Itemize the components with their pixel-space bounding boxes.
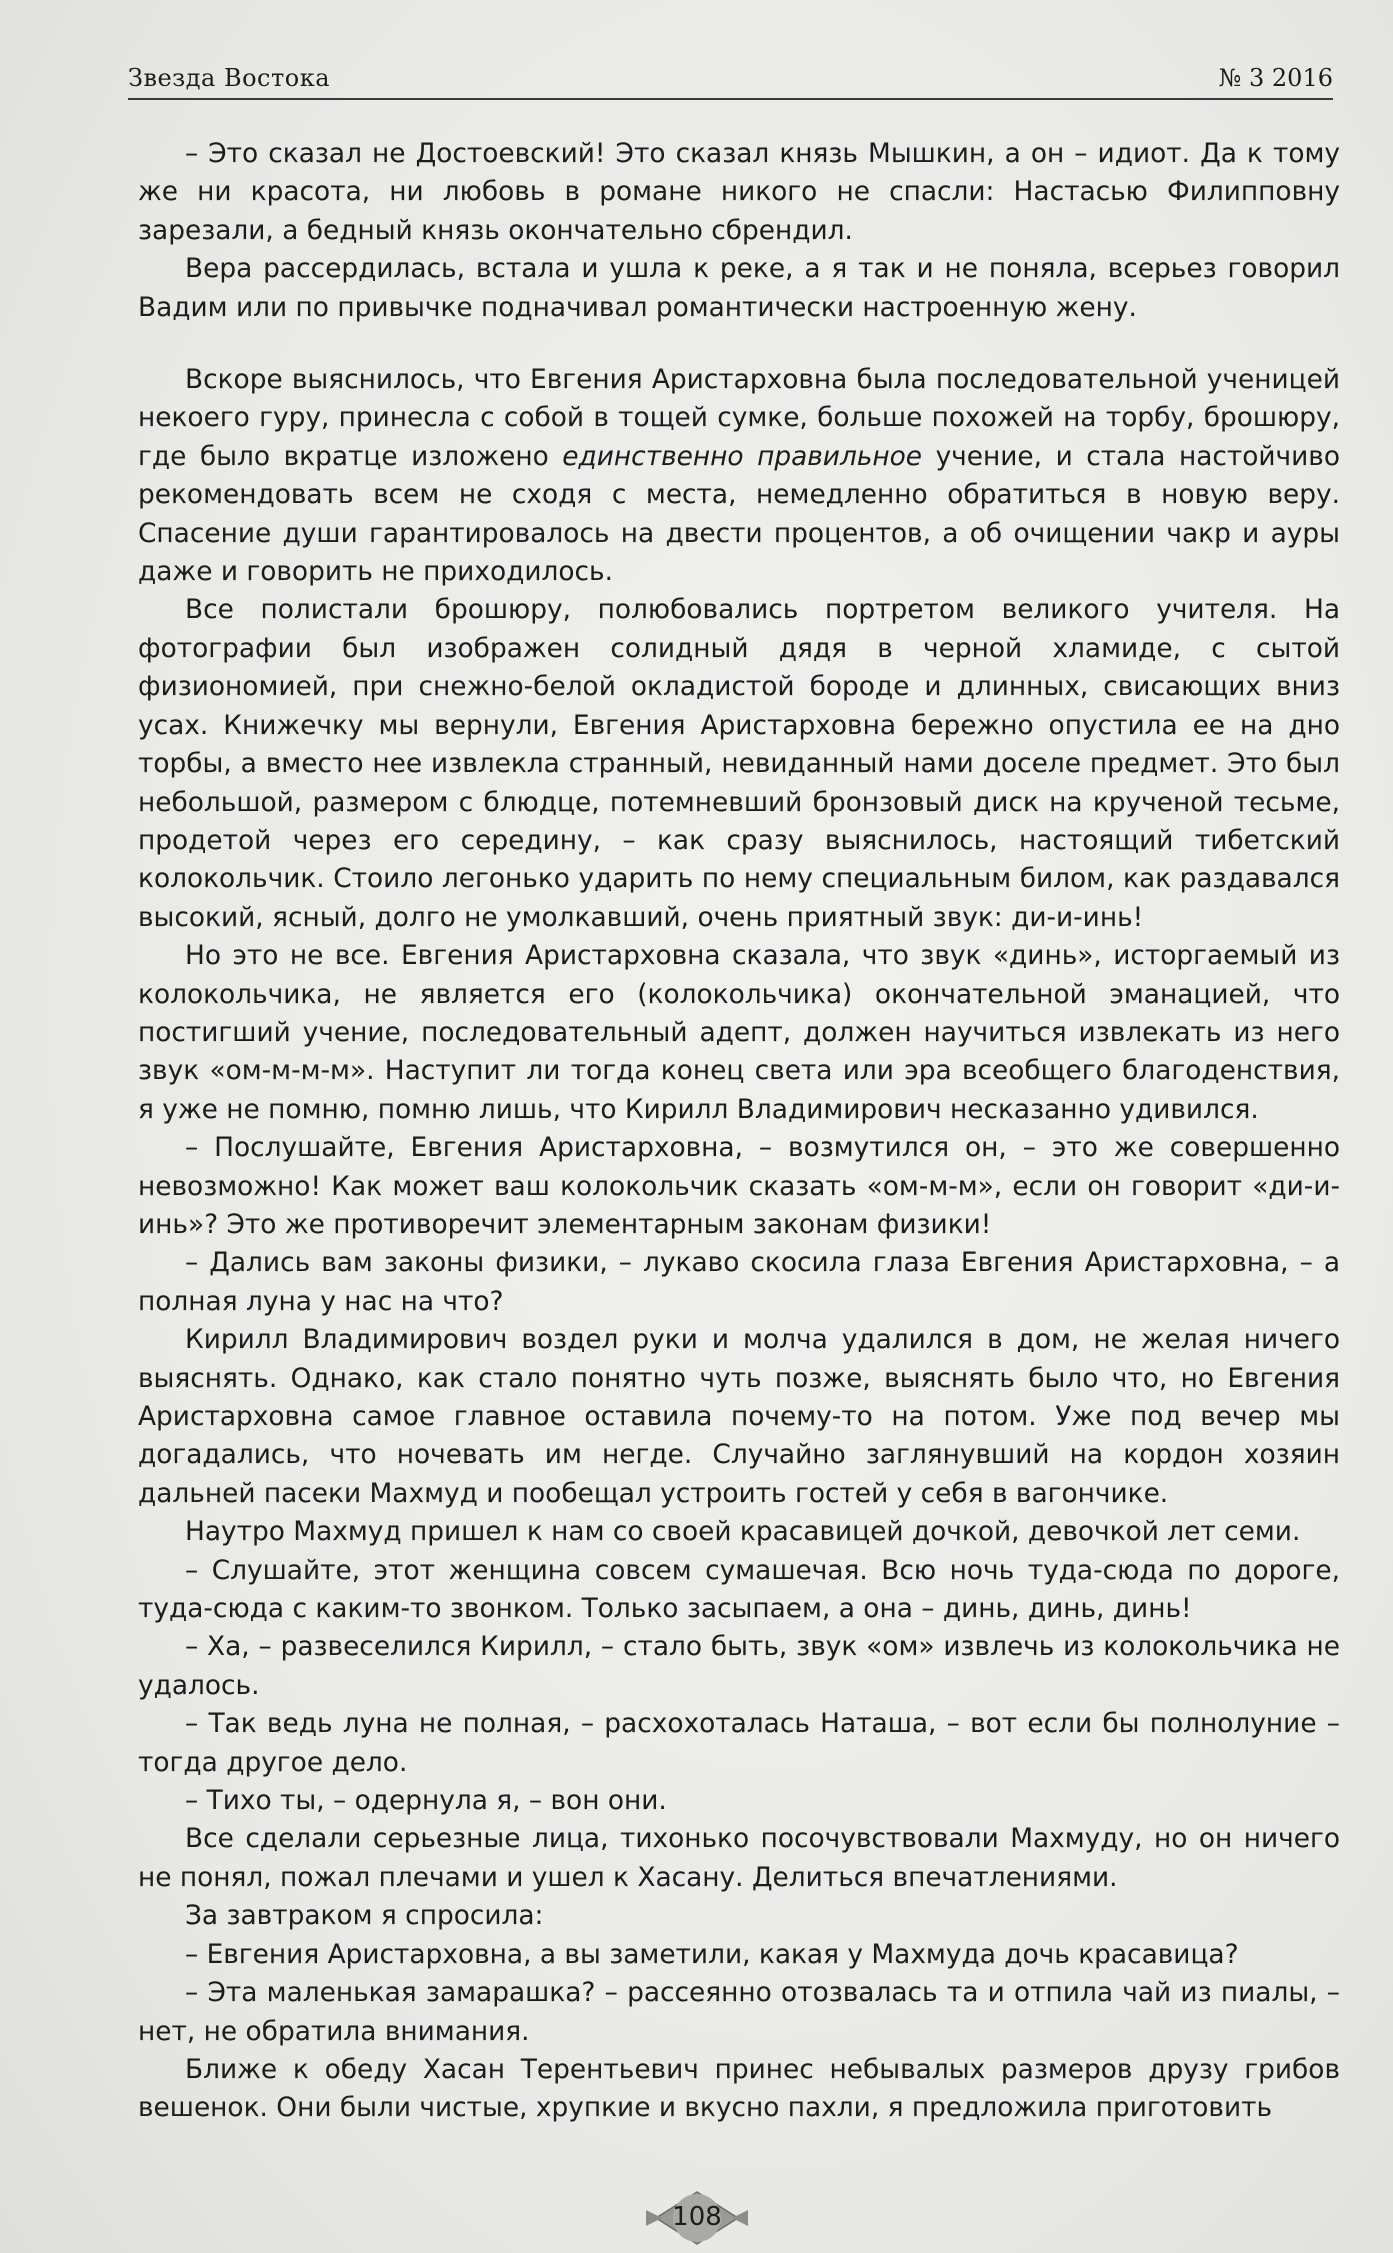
paragraph	[138, 1974, 1340, 2051]
paragraph	[138, 1244, 1340, 1321]
paragraph-text: – Эта маленькая замарашка? – рассеянно отозвалась та и отпила чай из пиалы, – нет, не обратила внимания.	[138, 1977, 1340, 2047]
paragraph	[138, 250, 1340, 327]
paragraph-text: Кирилл Владимирович воздел руки и молча удалился в дом, не желая ничего выяснять. Однако, как стало понятно чуть позже, выяснять было что, но Евгения Аристарховна самое главное оставила почему-то на потом. Уже под вечер мы догадались, что ночевать им негде. Случайно заглянувший на кордон хозяин дальней пасеки Махмуд и пообещал устроить гостей у себя в вагончике.	[138, 1324, 1340, 1509]
paragraph-text: – Евгения Аристарховна, а вы заметили, какая у Махмуда дочь красавица?	[185, 1938, 1239, 1970]
paragraph	[138, 1936, 1340, 1974]
paragraph	[138, 361, 1340, 591]
paragraph	[138, 937, 1340, 1129]
paragraph	[138, 1628, 1340, 1705]
paragraph-text: – Это сказал не Достоевский! Это сказал князь Мышкин, а он – идиот. Да к тому же ни красота, ни любовь в романе никого не спасли: Настасью Филипповну зарезали, а бедный князь окончательно сбрендил.	[138, 138, 1340, 246]
paragraph-text: – Так ведь луна не полная, – расхохоталась Наташа, – вот если бы полнолуние – тогда другое дело.	[138, 1708, 1340, 1778]
paragraph-text: Наутро Махмуд пришел к нам со своей красавицей дочкой, девочкой лет семи.	[185, 1516, 1301, 1548]
paragraph	[138, 1820, 1340, 1897]
paragraph	[138, 1129, 1340, 1244]
page-number-badge	[642, 2190, 752, 2246]
paragraph	[138, 1552, 1340, 1629]
paragraph-text: Ближе к обеду Хасан Терентьевич принес небывалых размеров друзу грибов вешенок. Они были чистые, хрупкие и вкусно пахли, я предложила приготовить	[138, 2053, 1340, 2124]
running-header	[128, 58, 1333, 100]
paragraph-text: Все полистали брошюру, полюбовались портретом великого учителя. На фотографии был изображен солидный дядя в черной хламиде, с сытой физиономией, при снежно-белой окладистой бороде и длинных, свисающих вниз усах. Книжечку мы вернули, Евгения Аристарховна бережно опустила ее на дно торбы, а вместо нее извлекла странный, невиданный нами доселе предмет. Это был небольшой, размером с блюдце, потемневший бронзовый диск на крученой тесьме, продетой через его середину, – как сразу выяснилось, настоящий тибетский колокольчик. Стоило легонько ударить по нему специальным билом, как раздавался высокий, ясный, долго не умолкавший, очень приятный звук: ди-и-инь!	[138, 594, 1340, 933]
emphasized-text: единственно правильное	[562, 440, 923, 472]
paragraph	[138, 135, 1340, 250]
paragraph-text: – Послушайте, Евгения Аристарховна, – возмутился он, – это же совершенно невозможно! Как может ваш колокольчик сказать «ом-м-м», если он говорит «ди-и-инь»? Это же противоречит элементарным законам физики!	[138, 1132, 1340, 1240]
paragraph-text: – Слушайте, этот женщина совсем сумашечая. Всю ночь туда-сюда по дороге, туда-сюда с каким-то звонком. Только засыпаем, а она – динь, динь, динь!	[138, 1554, 1340, 1625]
paragraph-text: Все сделали серьезные лица, тихонько посочувствовали Махмуду, но он ничего не понял, пожал плечами и ушел к Хасану. Делиться впечатлениями.	[138, 1823, 1340, 1893]
paragraph	[138, 1321, 1340, 1513]
paragraph-text: – Тихо ты, – одернула я, – вон они.	[185, 1785, 667, 1817]
paragraph-text: – Ха, – развеселился Кирилл, – стало быть, звук «ом» извлечь из колокольчика не удалось.	[138, 1631, 1340, 1701]
paragraph-text: Вскоре выяснилось, что Евгения Аристарховна была последовательной ученицей некоего гуру, принесла с собой в тощей сумке, больше похожей на торбу, брошюру, где было вкратце изложено	[138, 364, 1340, 472]
journal-title: Звезда Востока	[128, 64, 331, 92]
paragraph	[138, 1513, 1340, 1551]
paragraph	[138, 1705, 1340, 1782]
page-number: 108	[672, 2202, 722, 2232]
issue-number: № 3 2016	[1218, 64, 1333, 92]
paragraph-text: Но это не все. Евгения Аристарховна сказала, что звук «динь», исторгаемый из колокольчика, не является его (колокольчика) окончательной эманацией, что постигший учение, последовательный адепт, должен научиться извлекать из него звук «ом-м-м-м». Наступит ли тогда конец света или эра всеобщего благоденствия, я уже не помню, помню лишь, что Кирилл Владимирович несказанно удивился.	[138, 940, 1340, 1125]
paragraph-text: За завтраком я спросила:	[185, 1900, 544, 1932]
paragraph	[138, 2051, 1340, 2128]
paragraph	[138, 1782, 1340, 1820]
paragraph-text: Вера рассердилась, встала и ушла к реке, а я так и не поняла, всерьез говорил Вадим или по привычке подначивал романтически настроенную жену.	[138, 253, 1340, 323]
paragraph-text: – Дались вам законы физики, – лукаво скосила глаза Евгения Аристарховна, – а полная луна у нас на что?	[138, 1247, 1340, 1317]
body-text	[138, 135, 1340, 2128]
paragraph	[138, 1897, 1340, 1935]
paragraph-text: учение, и стала настойчиво рекомендовать всем не сходя с места, немедленно обратиться в новую веру. Спасение души гарантировалось на двести процентов, а об очищении чакр и ауры даже и говорить не приходилось.	[138, 440, 1340, 588]
paragraph	[138, 591, 1340, 937]
